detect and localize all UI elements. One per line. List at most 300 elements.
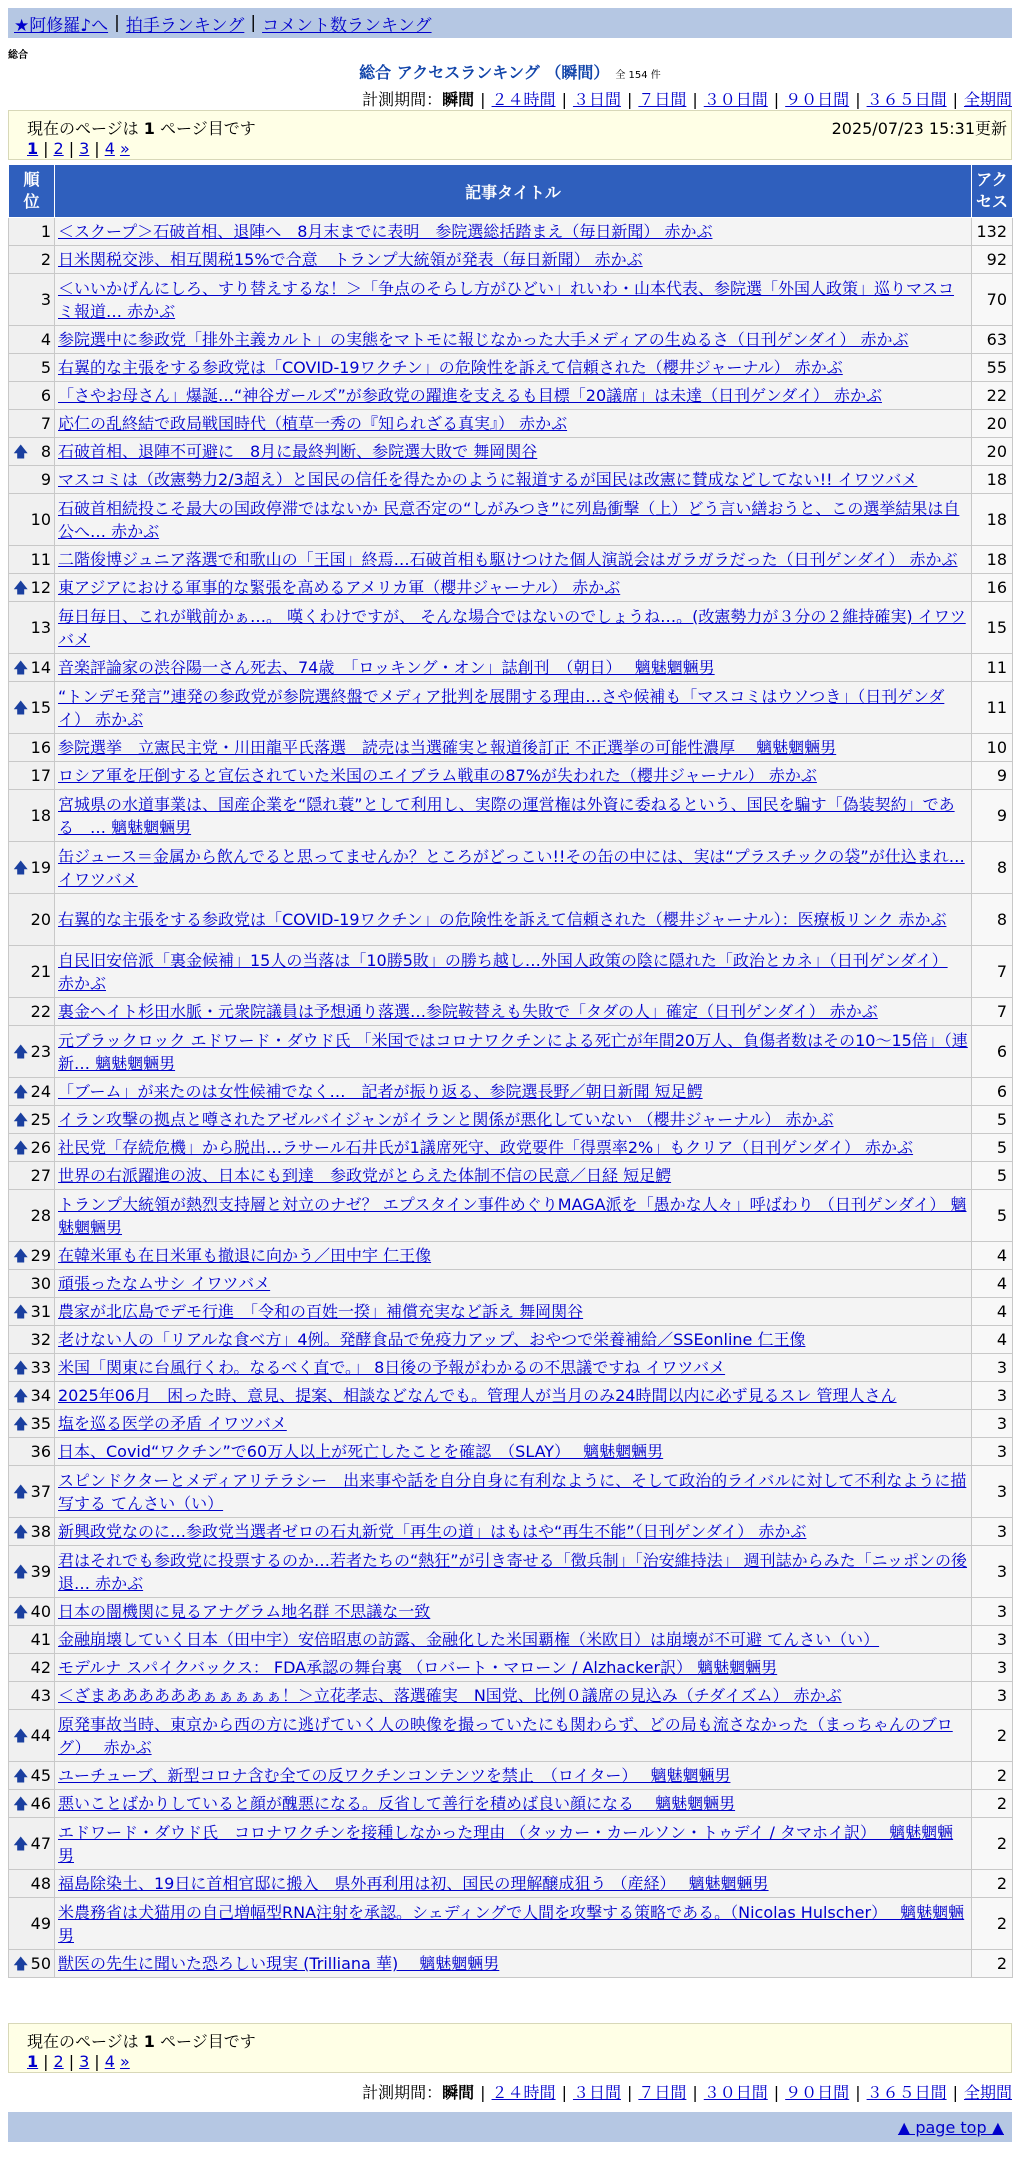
title-cell [55,1466,972,1518]
article-title-link[interactable]: 金融崩壊していく日本（田中宇）安倍昭恵の訪露、金融化した米国覇権（米欧日）は崩壊が不可避 てんさい（い） [58,1630,880,1649]
article-title-link[interactable]: ＜いいかげんにしろ、すり替えするな！＞「争点のそらし方がひどい」れいわ・山本代表、参院選「外国人政策」巡りマスコミ報道… 赤かぶ [58,278,955,321]
article-title-link[interactable]: ＜スクープ＞石破首相、退陣へ 8月末までに表明 参院選総括踏まえ（毎日新聞） 赤かぶ [58,222,713,241]
access-count: 3 [972,1466,1013,1518]
rank-number: 22 [30,1002,51,1021]
article-title-link[interactable]: 世界の右派躍進の波、日本にも到達 参政党がとらえた体制不信の民意／日経 短足鰐 [58,1166,672,1185]
period-label: 計測期間： [362,90,443,109]
table-row [9,1078,1013,1106]
rank-cell [9,894,55,946]
title-cell [55,1626,972,1654]
article-title-link[interactable]: 応仁の乱終結で政局戦国時代（植草一秀の『知られざる真実』） 赤かぶ [58,414,568,433]
article-title-link[interactable]: 福島除染土、19日に首相官邸に搬入 県外再利用は初、国民の理解醸成狙う （産経） 魑魅魍魎男 [58,1874,769,1893]
access-count: 2 [972,1762,1013,1790]
title-cell [55,274,972,326]
rank-cell [9,1298,55,1326]
access-count: 4 [972,1326,1013,1354]
period-current: 瞬間 [442,2083,475,2102]
page-link[interactable]: 3 [79,2052,90,2071]
rank-number: 33 [30,1358,51,1377]
table-row [9,1818,1013,1870]
access-count: 3 [972,1354,1013,1382]
rank-cell [9,574,55,602]
page-links [27,2052,130,2071]
table-row [9,1870,1013,1898]
bottom-bar [8,2112,1012,2142]
period-link[interactable]: 全期間 [963,2083,1012,2102]
article-title-link[interactable]: 石破首相、退陣不可避に 8月に最終判断、参院選大敗で 舞岡関谷 [58,442,538,461]
rank-cell [9,1162,55,1190]
updated-timestamp: 2025/07/23 15:31更新 [831,119,1007,138]
article-title-link[interactable]: モデルナ スパイクバックス： FDA承認の舞台裏 （ロバート・マローン / Alzhacker訳） 魑魅魍魎男 [58,1658,778,1677]
access-count: 4 [972,1242,1013,1270]
rank-cell [9,1326,55,1354]
rank-number: 42 [30,1658,51,1677]
rank-cell [9,1950,55,1978]
table-row [9,1326,1013,1354]
rank-number: 13 [30,618,51,637]
title-cell [55,1410,972,1438]
table-row [9,602,1013,654]
rank-number: 39 [30,1562,51,1581]
page-link[interactable]: 2 [53,139,64,158]
title-cell [55,762,972,790]
rank-number: 24 [30,1082,51,1101]
table-row [9,246,1013,274]
rank-up-arrow-icon: 🡅 [13,658,29,676]
article-title-link[interactable]: トランプ大統領が熱烈支持層と対立のナゼ？ エプスタイン事件めぐりMAGA派を「愚かな人々」呼ばわり （日刊ゲンダイ） 魑魅魍魎男 [58,1194,967,1237]
title-cell [55,790,972,842]
title-cell [55,1162,972,1190]
title-cell [55,218,972,246]
rank-cell [9,682,55,734]
current-page-text: 現在のページは 1 ページ目です [27,119,256,138]
rank-up-arrow-icon: 🡅 [13,858,29,876]
table-row [9,1190,1013,1242]
article-title-link[interactable]: マスコミは（改憲勢力2/3超え）と国民の信任を得たかのように報道するが国民は改憲に賛成などしてない!! イワツバメ [58,470,918,489]
rank-number: 29 [30,1246,51,1265]
article-title-link[interactable]: 米農務省は犬猫用の自己増幅型RNA注射を承認。シェディングで人間を攻撃する策略である。（Nicolas Hulscher） 魑魅魍魎男 [58,1902,965,1945]
title-cell [55,654,972,682]
article-title-link[interactable]: イラン攻撃の拠点と噂されたアゼルバイジャンがイランと関係が悪化していない （櫻井ジャーナル） 赤かぶ [58,1110,834,1129]
rank-up-arrow-icon: 🡅 [13,1246,29,1264]
access-count: 9 [972,790,1013,842]
nav-separator: | [250,13,257,33]
rank-cell [9,494,55,546]
rank-up-arrow-icon: 🡅 [13,1726,29,1744]
rank-cell [9,1190,55,1242]
access-count: 22 [972,382,1013,410]
access-count: 7 [972,946,1013,998]
rank-cell [9,1026,55,1078]
period-link[interactable]: ３６５日間 [866,2083,947,2102]
rank-cell [9,246,55,274]
title-cell [55,734,972,762]
rank-cell [9,1710,55,1762]
title-cell [55,354,972,382]
article-title-link[interactable]: ＜ざまああああああぁぁぁぁぁ！＞立花孝志、落選確実 N国党、比例０議席の見込み（チダイズム） 赤かぶ [58,1686,842,1705]
article-title-link[interactable]: 悪いことばかりしていると顔が醜悪になる。反省して善行を積めば良い顔になる 魑魅魍魎男 [58,1794,736,1813]
period-separator: | [692,90,698,109]
rank-cell [9,1598,55,1626]
table-row [9,1518,1013,1546]
table-row [9,326,1013,354]
access-count: 18 [972,494,1013,546]
rank-cell [9,1654,55,1682]
rank-up-arrow-icon: 🡅 [13,1414,29,1432]
article-title-link[interactable]: ユーチューブ、新型コロナ含む全ての反ワクチンコンテンツを禁止 （ロイター） 魑魅魍魎男 [58,1766,731,1785]
page-link-current[interactable]: 1 [27,139,39,158]
rank-cell [9,1870,55,1898]
article-title-link[interactable]: 元ブラックロック エドワード・ダウド氏 「米国ではコロナワクチンによる死亡が年間20万人、負傷者数はその10～15倍」（連新… 魑魅魍魎男 [58,1030,968,1073]
page-next-link[interactable]: » [119,139,130,158]
rank-number: 31 [30,1302,51,1321]
table-row [9,574,1013,602]
page-link[interactable]: 4 [104,2052,115,2071]
article-title-link[interactable]: スピンドクターとメディアリテラシー 出来事や話を自分自身に有利なように、そして政治的ライバルに対して不利なように描写する てんさい（い） [58,1470,967,1513]
access-count: 20 [972,438,1013,466]
article-title-link[interactable]: 缶ジュース＝金属から飲んでると思ってませんか？ところがどっこい!!その缶の中には、実は“プラスチックの袋”が仕込まれ… イワツバメ [58,846,965,889]
period-selector-bottom [362,2080,1012,2103]
rank-cell [9,762,55,790]
period-link[interactable]: ７日間 [638,2083,687,2102]
table-row [9,1710,1013,1762]
total-count: 全 154 件 [615,70,661,81]
access-count: 18 [972,546,1013,574]
article-title-link[interactable]: 参院選中に参政党「排外主義カルト」の実態をマトモに報じなかった大手メディアの生ぬるさ（日刊ゲンダイ） 赤かぶ [58,330,909,349]
article-title-link[interactable]: 二階俊博ジュニア落選で和歌山の「王国」終焉…石破首相も駆けつけた個人演説会はガラガラだった（日刊ゲンダイ） 赤かぶ [58,550,958,569]
article-title-link[interactable]: 君はそれでも参政党に投票するのか…若者たちの“熱狂”が引き寄せる「徴兵制」「治安維持法」 週刊誌からみた「ニッポンの後退… 赤かぶ [58,1550,968,1593]
article-title-link[interactable]: 参院選挙 立憲民主党・川田龍平氏落選 読売は当選確実と報道後訂正 不正選挙の可能性濃厚 魑魅魍魎男 [58,738,837,757]
rank-number: 32 [30,1330,51,1349]
article-title-link[interactable]: 新興政党なのに…参政党当選者ゼロの石丸新党「再生の道」はもはや“再生不能”（日刊ゲンダイ） 赤かぶ [58,1522,807,1541]
title-cell [55,1546,972,1598]
article-title-link[interactable]: 「ブーム」が来たのは女性候補でなく… 記者が振り返る、参院選長野／朝日新聞 短足鰐 [58,1082,703,1101]
rank-cell [9,946,55,998]
access-count: 15 [972,602,1013,654]
article-title-link[interactable]: 農家が北広島でデモ行進 「令和の百姓一揆」補償充実など訴え 舞岡関谷 [58,1302,584,1321]
access-count: 2 [972,1950,1013,1978]
article-title-link[interactable]: 右翼的な主張をする参政党は「COVID-19ワクチン」の危険性を訴えて信頼された（櫻井ジャーナル） 赤かぶ [58,358,843,377]
rank-number: 36 [30,1442,51,1461]
access-count: 11 [972,654,1013,682]
rank-up-arrow-icon: 🡅 [13,578,29,596]
page-separator: | [94,139,100,158]
article-title-link[interactable]: 音楽評論家の渋谷陽一さん死去、74歳 「ロッキング・オン」誌創刊 （朝日） 魑魅魍魎男 [58,658,715,677]
period-label: 計測期間： [362,2083,443,2102]
page-link[interactable]: 3 [79,139,90,158]
current-page-text: 現在のページは 1 ページ目です [27,2032,256,2051]
period-separator: | [480,90,486,109]
page-link[interactable]: 2 [53,2052,64,2071]
category-label: 総合 [8,50,28,61]
page-link[interactable]: 4 [104,139,115,158]
rank-cell [9,1626,55,1654]
article-title-link[interactable]: 裏金ヘイト杉田水脈・元衆院議員は予想通り落選…参院鞍替えも失敗で「タダの人」確定（日刊ゲンダイ） 赤かぶ [58,1002,878,1021]
table-row [9,790,1013,842]
page-link-current[interactable]: 1 [27,2052,39,2071]
period-link[interactable]: ３日間 [572,2083,621,2102]
access-count: 8 [972,842,1013,894]
access-count: 5 [972,1190,1013,1242]
access-count: 2 [972,1870,1013,1898]
access-count: 3 [972,1518,1013,1546]
rank-cell [9,1466,55,1518]
rank-up-arrow-icon: 🡅 [13,1358,29,1376]
access-count: 3 [972,1546,1013,1598]
title-cell [55,1190,972,1242]
table-row [9,1298,1013,1326]
rank-number: 38 [30,1522,51,1541]
rank-up-arrow-icon: 🡅 [13,1138,29,1156]
title-cell [55,494,972,546]
rank-number: 40 [30,1602,51,1621]
period-link[interactable]: ２４時間 [491,90,556,109]
page-title-text: 総合 アクセスランキング （瞬間） [359,63,610,82]
rank-cell [9,842,55,894]
rank-cell [9,654,55,682]
rank-number: 27 [30,1166,51,1185]
period-separator: | [480,2083,486,2102]
article-title-link[interactable]: 「さやお母さん」爆誕…“神谷ガールズ”が参政党の躍進を支えるも目標「20議席」は未達（日刊ゲンダイ） 赤かぶ [58,386,882,405]
article-title-link[interactable]: 日米関税交渉、相互関税15%で合意 トランプ大統領が発表（毎日新聞） 赤かぶ [58,250,643,269]
title-cell [55,1598,972,1626]
article-title-link[interactable]: 東アジアにおける軍事的な緊張を高めるアメリカ軍（櫻井ジャーナル） 赤かぶ [58,578,621,597]
access-count: 70 [972,274,1013,326]
table-row [9,1626,1013,1654]
title-cell [55,466,972,494]
rank-number: 16 [30,738,51,757]
nav-separator: | [114,13,120,33]
table-row [9,762,1013,790]
access-count: 5 [972,1106,1013,1134]
article-title-link[interactable]: 毎日毎日、これが戦前かぁ…。 嘆くわけですが、 そんな場合ではないのでしょうね…。(改憲勢力が３分の２維持確実) イワツバメ [58,606,966,649]
top-nav-link-comment-ranking[interactable]: コメント数ランキング [262,15,432,36]
page-separator: | [43,139,49,158]
rank-cell [9,218,55,246]
article-title-link[interactable]: 在韓米軍も在日米軍も撤退に向かう／田中宇 仁王像 [58,1246,432,1265]
access-count: 3 [972,1382,1013,1410]
rank-up-arrow-icon: 🡅 [13,1110,29,1128]
table-row [9,382,1013,410]
table-row [9,354,1013,382]
rank-cell [9,1546,55,1598]
period-link[interactable]: ３０日間 [703,2083,768,2102]
title-cell [55,246,972,274]
page-top-link[interactable]: ▲ page top ▲ [897,2117,1004,2137]
table-row [9,1598,1013,1626]
article-title-link[interactable]: エドワード・ダウド氏 コロナワクチンを接種しなかった理由 （タッカー・カールソン・トゥデイ / タマホイ訳） 魑魅魍魎男 [58,1822,954,1865]
title-cell [55,1134,972,1162]
access-count: 3 [972,1410,1013,1438]
title-cell [55,438,972,466]
access-count: 20 [972,410,1013,438]
period-separator: | [952,2083,958,2102]
article-title-link[interactable]: 獣医の先生に聞いた恐ろしい現実 (Trilliana 華) 魑魅魍魎男 [58,1954,500,1973]
rank-number: 15 [30,698,51,717]
rank-up-arrow-icon: 🡅 [13,1482,29,1500]
rank-cell [9,546,55,574]
title-cell [55,1950,972,1978]
page-separator: | [43,2052,49,2071]
table-row [9,1106,1013,1134]
title-cell [55,1298,972,1326]
access-count: 4 [972,1298,1013,1326]
period-link[interactable]: ９０日間 [785,2083,850,2102]
top-nav-link-applause-ranking[interactable]: 拍手ランキング [125,15,245,36]
period-link[interactable]: ３日間 [572,90,621,109]
access-count: 2 [972,1790,1013,1818]
page-links [27,139,130,158]
period-link[interactable]: ２４時間 [491,2083,556,2102]
rank-number: 19 [30,858,51,877]
article-title-link[interactable]: ロシア軍を圧倒すると宣伝されていた米国のエイブラム戦車の87%が失われた（櫻井ジャーナル） 赤かぶ [58,766,817,785]
period-separator: | [626,90,633,109]
rank-cell [9,1682,55,1710]
article-title-link[interactable]: 老けない人の「リアルな食べ方」4例。発酵食品で免疫力アップ、おやつで栄養補給／SSEonline 仁王像 [58,1330,806,1349]
article-title-link[interactable]: 日本の闇機関に見るアナグラム地名群 不思議な一致 [58,1602,431,1621]
rank-number: 49 [30,1914,51,1933]
rank-cell [9,1410,55,1438]
rank-number: 18 [30,806,51,825]
article-title-link[interactable]: 社民党「存続危機」から脱出…ラサール石井氏が1議席死守、政党要件「得票率2%」もクリア（日刊ゲンダイ） 赤かぶ [58,1138,914,1157]
access-count: 6 [972,1026,1013,1078]
table-row [9,1790,1013,1818]
article-title-link[interactable]: 塩を巡る医学の矛盾 イワツバメ [58,1414,287,1433]
rank-cell [9,1818,55,1870]
period-link[interactable]: ７日間 [638,90,687,109]
article-title-link[interactable]: 日本、Covid“ワクチン”で60万人以上が死亡したことを確認 （SLAY） 魑魅魍魎男 [58,1442,664,1461]
title-cell [55,1270,972,1298]
table-row [9,654,1013,682]
access-count: 5 [972,1162,1013,1190]
rank-cell [9,1762,55,1790]
header-access: アクセス [972,165,1013,218]
rank-number: 14 [30,658,51,677]
article-title-link[interactable]: “トンデモ発言”連発の参政党が参院選終盤でメディア批判を展開する理由…さや候補も「マスコミはウソつき」（日刊ゲンダイ） 赤かぶ [58,686,945,729]
table-row [9,438,1013,466]
rank-number: 41 [30,1630,51,1649]
ranking-table [8,164,1013,1978]
title-cell [55,1326,972,1354]
rank-up-arrow-icon: 🡅 [13,1082,29,1100]
article-title-link[interactable]: 米国「関東に台風行くわ。なるべく直で。」 8日後の予報がわかるの不思議ですね イワツバメ [58,1358,726,1377]
rank-cell [9,326,55,354]
period-link[interactable]: ３６５日間 [866,90,947,109]
access-count: 2 [972,1818,1013,1870]
rank-number: 10 [30,510,51,529]
rank-number: 1 [40,222,51,241]
period-link[interactable]: ９０日間 [785,90,850,109]
article-title-link[interactable]: 2025年06月 困った時、意見、提案、相談などなんでも。管理人が当月のみ24時間以内に必ず見るスレ 管理人さん [58,1386,897,1405]
rank-up-arrow-icon: 🡅 [13,1562,29,1580]
rank-cell [9,790,55,842]
page-next-link[interactable]: » [119,2052,130,2071]
title-cell [55,682,972,734]
rank-number: 50 [30,1954,51,1973]
period-link[interactable]: 全期間 [963,90,1012,109]
access-count: 11 [972,682,1013,734]
access-count: 7 [972,998,1013,1026]
rank-number: 37 [30,1482,51,1501]
rank-cell [9,1106,55,1134]
access-count: 55 [972,354,1013,382]
page-separator: | [68,2052,75,2071]
rank-cell [9,274,55,326]
rank-cell [9,1242,55,1270]
top-nav-link-asyura[interactable]: ★阿修羅♪へ [14,15,109,36]
table-row [9,1270,1013,1298]
rank-number: 45 [30,1766,51,1785]
period-separator: | [561,90,567,109]
rank-up-arrow-icon: 🡅 [13,1386,29,1404]
title-cell [55,842,972,894]
article-title-link[interactable]: 石破首相続投こそ最大の国政停滞ではないか 民意否定の“しがみつき”に列島衝撃（上）どう言い繕おうと、この選挙結果は自公へ… 赤かぶ [58,498,960,541]
access-count: 9 [972,762,1013,790]
period-separator: | [561,2083,567,2102]
table-row [9,1762,1013,1790]
rank-number: 47 [30,1834,51,1853]
article-title-link[interactable]: 頑張ったなムサシ イワツバメ [58,1274,271,1293]
rank-number: 7 [40,414,51,433]
header-rank: 順位 [9,165,55,218]
access-count: 10 [972,734,1013,762]
access-count: 16 [972,574,1013,602]
access-count: 2 [972,1898,1013,1950]
rank-number: 5 [40,358,51,377]
title-cell [55,1870,972,1898]
title-cell [55,1682,972,1710]
access-count: 3 [972,1438,1013,1466]
title-cell [55,1242,972,1270]
title-cell [55,1078,972,1106]
period-link[interactable]: ３０日間 [703,90,768,109]
top-nav-bar [8,8,1012,38]
table-row [9,842,1013,894]
article-title-link[interactable]: 右翼的な主張をする参政党は「COVID-19ワクチン」の危険性を訴えて信頼された（櫻井ジャーナル）：医療板リンク 赤かぶ [58,910,947,929]
table-row [9,1898,1013,1950]
title-cell [55,326,972,354]
article-title-link[interactable]: 宮城県の水道事業は、国産企業を“隠れ蓑”として利用し、実際の運営権は外資に委ねるという、国民を騙す「偽装契約」である … 魑魅魍魎男 [58,794,955,837]
pager-bottom [8,2023,1012,2073]
title-cell [55,1354,972,1382]
table-row [9,998,1013,1026]
table-row [9,1354,1013,1382]
title-cell [55,1762,972,1790]
rank-up-arrow-icon: 🡅 [13,1602,29,1620]
period-separator: | [692,2083,698,2102]
rank-number: 17 [30,766,51,785]
access-count: 3 [972,1626,1013,1654]
rank-cell [9,1078,55,1106]
table-row [9,1950,1013,1978]
table-row [9,946,1013,998]
table-row [9,546,1013,574]
table-row [9,1242,1013,1270]
rank-up-arrow-icon: 🡅 [13,442,29,460]
table-row [9,1654,1013,1682]
table-row [9,682,1013,734]
rank-up-arrow-icon: 🡅 [13,1834,29,1852]
access-count: 18 [972,466,1013,494]
rank-cell [9,1270,55,1298]
article-title-link[interactable]: 原発事故当時、東京から西の方に逃げていく人の映像を撮っていたにも関わらず、どの局も流さなかった（まっちゃんのブログ） 赤かぶ [58,1714,953,1757]
rank-up-arrow-icon: 🡅 [13,1042,29,1060]
article-title-link[interactable]: 自民旧安倍派「裏金候補」15人の当落は「10勝5敗」の勝ち越し…外国人政策の陰に隠れた「政治とカネ」（日刊ゲンダイ） 赤かぶ [58,950,948,993]
table-row [9,1438,1013,1466]
period-separator: | [855,2083,861,2102]
rank-number: 12 [30,578,51,597]
title-cell [55,1438,972,1466]
